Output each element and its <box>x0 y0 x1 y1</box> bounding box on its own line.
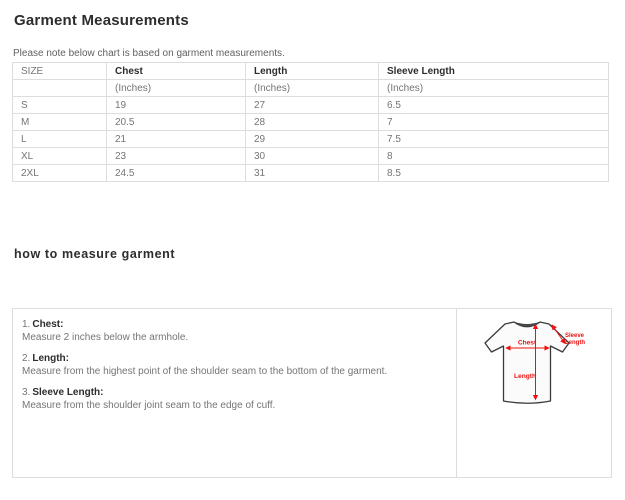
cell-size: M <box>13 114 107 131</box>
sleeve-length-label-line2: Length <box>565 340 585 346</box>
cell-length: 27 <box>246 97 379 114</box>
cell-size: 2XL <box>13 165 107 182</box>
instruction-label: Sleeve Length: <box>32 387 104 398</box>
table-row <box>13 131 609 148</box>
cell-size: L <box>13 131 107 148</box>
instruction-label: Chest: <box>32 319 64 330</box>
table-units-row <box>13 80 609 97</box>
col-header-chest: Chest <box>107 63 246 80</box>
length-label: Length <box>514 373 536 380</box>
units-chest: (Inches) <box>107 80 246 97</box>
cell-length: 28 <box>246 114 379 131</box>
cell-chest: 21 <box>107 131 246 148</box>
instruction-number: 1. <box>22 319 31 330</box>
cell-chest: 20.5 <box>107 114 246 131</box>
cell-sleeve: 8 <box>379 148 609 165</box>
how-to-measure-panel <box>12 308 612 478</box>
instruction-number: 3. <box>22 387 31 398</box>
cell-length: 31 <box>246 165 379 182</box>
table-row <box>13 97 609 114</box>
instruction-text: Measure from the shoulder joint seam to the edge of cuff. <box>22 400 276 411</box>
instruction-label: Length: <box>32 353 69 364</box>
cell-sleeve: 7 <box>379 114 609 131</box>
cell-length: 29 <box>246 131 379 148</box>
col-header-sleeve-length: Sleeve Length <box>379 63 609 80</box>
instruction-text: Measure 2 inches below the armhole. <box>22 332 189 343</box>
tshirt-outline <box>485 322 569 403</box>
table-row <box>13 148 609 165</box>
cell-chest: 19 <box>107 97 246 114</box>
instruction-text: Measure from the highest point of the shoulder seam to the bottom of the garment. <box>22 366 388 377</box>
cell-chest: 24.5 <box>107 165 246 182</box>
instruction-item-chest <box>22 318 446 344</box>
chart-note: Please note below chart is based on garment measurements. <box>13 48 285 59</box>
instruction-item-sleeve-length <box>22 386 446 412</box>
instructions-column <box>13 309 457 477</box>
sleeve-length-label-line1: Sleeve <box>565 333 585 339</box>
cell-sleeve: 6.5 <box>379 97 609 114</box>
size-chart-table <box>12 62 609 182</box>
units-sleeve: (Inches) <box>379 80 609 97</box>
cell-size: S <box>13 97 107 114</box>
col-header-length: Length <box>246 63 379 80</box>
units-length: (Inches) <box>246 80 379 97</box>
table-row <box>13 114 609 131</box>
cell-size: XL <box>13 148 107 165</box>
cell-length: 30 <box>246 148 379 165</box>
tshirt-measurement-diagram-icon <box>478 315 590 415</box>
units-size <box>13 80 107 97</box>
section-title-how-to-measure: how to measure garment <box>14 247 176 261</box>
instruction-item-length <box>22 352 446 378</box>
table-header-row <box>13 63 609 80</box>
table-row <box>13 165 609 182</box>
page-title: Garment Measurements <box>14 12 189 29</box>
chest-label: Chest <box>517 339 537 347</box>
cell-sleeve: 7.5 <box>379 131 609 148</box>
cell-sleeve: 8.5 <box>379 165 609 182</box>
cell-chest: 23 <box>107 148 246 165</box>
col-header-size: SIZE <box>13 63 107 80</box>
instruction-number: 2. <box>22 353 31 364</box>
tshirt-diagram-cell <box>457 309 611 477</box>
